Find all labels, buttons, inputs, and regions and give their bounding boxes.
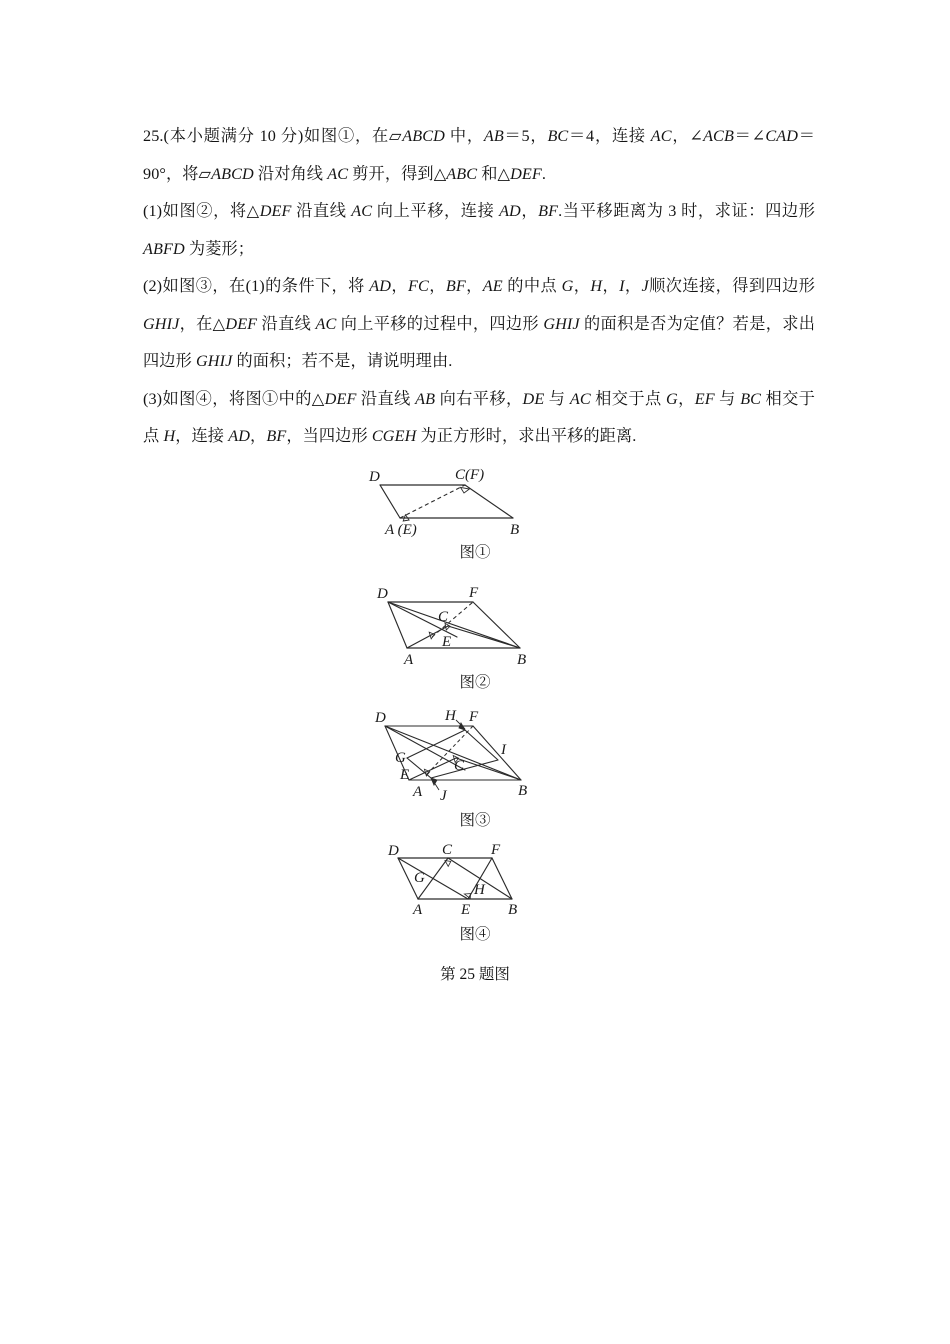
right-angle-mark-c-4 [445,861,451,867]
q2-bf: BF [445,277,466,295]
q2-text-14: 的面积；若不是，请说明理由. [232,352,453,370]
figure-4 [0,844,950,944]
q2-text-5: 的中点 [502,277,562,295]
figure-1 [0,455,950,562]
q2-text-9: 顺次连接，得到四边形 [648,277,815,295]
q3-text-1: (3)如图④，将图①中的△ [143,389,325,408]
figure-group [0,455,950,984]
q3-ab: AB [415,389,436,408]
figure-3-caption: 图③ [459,812,491,829]
label-a-2: A [404,652,414,668]
stem-def: DEF [510,164,542,183]
stem-eq-3: ＝∠ [733,127,766,145]
label-ae: A (E) [385,522,417,538]
segment-hi [465,730,498,760]
q2-ac: AC [315,314,337,333]
q3-text-5: 相交于点 [590,389,666,408]
q1-text-2: 沿直线 [291,202,352,220]
q2-text-4: ， [465,277,483,295]
q3-bf: BF [266,427,287,445]
q3-ac: AC [569,389,591,408]
stem-abc: ABC [446,164,478,183]
stem-cad: CAD [765,127,798,145]
problem-stem [143,118,815,193]
q1-text-6: 为菱形； [184,239,255,258]
stem-abcd: ABCD [402,127,445,145]
stem-ab: AB [483,127,504,145]
stem-ac: AC [650,127,672,145]
q3-text-4: 与 [544,389,570,408]
q3-h: H [163,427,176,445]
stem-text-6: 剪开，得到△ [348,164,447,183]
stem-text-7: 和△ [477,164,511,183]
right-angle-mark-c [461,487,470,493]
label-d-2: D [377,586,388,602]
q1-ac: AC [351,202,373,220]
problem-text-block [143,118,815,456]
q3-text-3: 向右平移， [435,389,523,408]
stem-text-5: 沿对角线 [253,164,328,183]
label-e-4: E [461,902,471,918]
q2-text-3: ， [428,277,446,295]
segment-ad [380,485,400,518]
q2-ghij-3: GHIJ [196,352,233,370]
stem-acb: ACB [703,127,734,145]
segment-cb [465,485,513,518]
label-b-2: B [517,652,527,668]
q2-i: I [619,277,625,295]
label-a-4: A [413,902,423,918]
q3-cgeh: CGEH [371,427,417,445]
segment-ac-dashed [400,485,465,518]
q2-text-13: 的面积是否为定值？若是，求出四边形 [143,314,816,370]
q3-text-2: 沿直线 [356,389,416,408]
q3-text-8: 相交于点 [143,389,816,445]
figure-2 [0,580,950,692]
label-e-3: E [400,767,410,783]
q3-text-11: ，当四边形 [286,427,372,445]
stem-text-8: . [541,164,547,183]
q2-ad: AD [369,277,392,295]
segment-ad-2 [388,602,407,648]
label-d-4: D [388,844,399,859]
q3-ef: EF [694,389,715,408]
label-cf: C(F) [455,467,485,483]
stem-abcd-2: ABCD [211,164,254,183]
q3-def: DEF [324,389,357,408]
q2-ghij: GHIJ [143,314,180,333]
q2-def: DEF [225,314,258,333]
q1-text-5: .当平移距离为 3 时，求证：四边形 [558,202,815,220]
q2-j: J [641,277,649,295]
problem-part-1 [143,193,815,268]
q2-text-12: 向上平移的过程中，四边形 [336,314,544,333]
q2-ae: AE [482,277,503,295]
label-c-2: C [438,609,449,625]
label-f-3: F [469,709,479,725]
stem-text-1: (本小题满分 10 分)如图①，在▱ [163,127,403,145]
label-h-3: H [445,708,456,724]
label-j-3: J [440,788,447,804]
segment-ef-dashed-3 [427,726,473,774]
stem-text-2: 中， [444,127,484,145]
q2-g: G [561,277,574,295]
figure-2-diagram [360,580,590,670]
label-b-4: B [508,902,518,918]
leader-arrow-j [431,778,437,785]
q2-text-1: (2)如图③，在(1)的条件下，将 [143,277,370,295]
stem-eq-1: ＝5， [503,127,548,145]
label-h-4: H [474,882,485,898]
figure-4-caption: 图④ [459,926,491,943]
q1-text-3: 向上平移，连接 [372,202,500,220]
label-e-2: E [442,634,452,650]
label-b: B [510,522,520,538]
figure-3 [0,708,950,830]
q2-fc: FC [408,277,429,295]
figure-4-diagram [360,844,590,922]
q2-text-6: ， [573,277,591,295]
q2-text-8: ， [624,277,642,295]
q1-abfd: ABFD [143,239,185,258]
label-d-3: D [375,710,386,726]
q2-text-10: ，在△ [179,314,226,333]
label-g-4: G [414,870,425,886]
label-b-3: B [518,783,528,799]
stem-ac-2: AC [327,164,349,183]
problem-number: 25. [143,127,164,145]
q2-text-7: ， [602,277,620,295]
stem-text-4: ＝90°，将▱ [143,127,815,183]
label-d: D [369,469,380,485]
q3-text-10: ， [250,427,267,445]
stem-bc: BC [547,127,569,145]
label-i-3: I [501,742,506,758]
q2-text-11: 沿直线 [257,314,316,333]
q2-ghij-2: GHIJ [543,314,580,333]
figure-2-caption: 图② [459,674,491,691]
q1-text-4: ， [520,202,539,220]
figure-1-diagram [360,455,590,540]
q2-text-2: ， [391,277,408,295]
label-c-3: C [454,758,465,774]
stem-text-3: ，∠ [671,127,704,145]
label-f-4: F [491,844,501,858]
q3-bc: BC [740,389,762,408]
label-g-3: G [395,750,406,766]
label-a-3: A [413,784,423,800]
figure-3-diagram [355,708,595,808]
problem-part-2 [143,268,815,381]
q3-text-12: 为正方形时，求出平移的距离. [416,427,637,445]
q3-text-7: 与 [714,389,741,408]
label-f-2: F [469,585,479,601]
q3-text-6: ， [677,389,695,408]
q1-def: DEF [259,202,292,220]
q3-text-9: ，连接 [175,427,229,445]
q1-text-1: (1)如图②，将△ [143,202,260,220]
problem-part-3 [143,381,815,456]
q3-ad: AD [228,427,251,445]
problem-figure-caption: 第 25 题图 [440,966,510,983]
q1-ad: AD [499,202,521,220]
stem-eq-2: ＝4，连接 [568,127,651,145]
figure-1-caption: 图① [459,544,491,561]
q2-h: H [590,277,603,295]
label-c-4: C [442,844,453,858]
segment-db [388,602,520,648]
q3-de: DE [522,389,545,408]
q1-bf: BF [538,202,559,220]
q3-g: G [666,389,678,408]
